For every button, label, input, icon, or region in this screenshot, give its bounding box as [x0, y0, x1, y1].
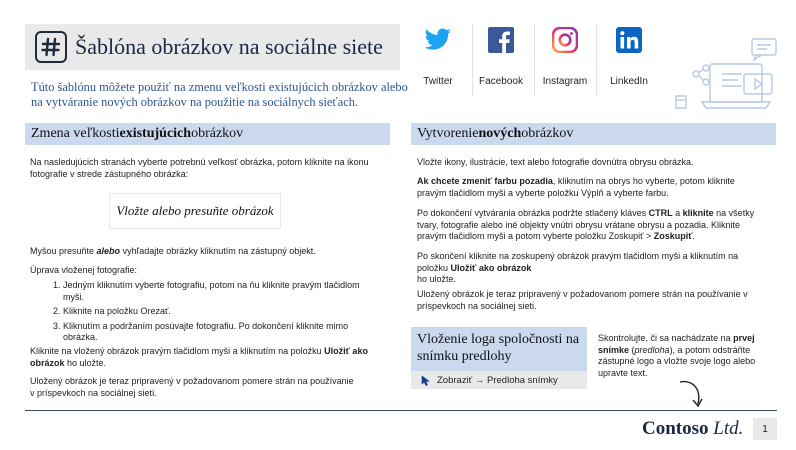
list-item: 1. Jedným kliknutím vyberte fotografiu, potom na ňu kliknite pravým tlačidlom myši.: [63, 280, 369, 303]
facebook-icon: [487, 26, 515, 54]
left-paragraph-3: Úprava vloženej fotografie:: [30, 265, 138, 275]
linkedin-icon: [615, 26, 643, 54]
page-title: Šablóna obrázkov na sociálne siete: [75, 34, 383, 59]
steps-list: [49, 280, 369, 347]
right-paragraph-4: Po skončení kliknite na zoskupený obrázok pravým tlačidlom myši a kliknutím na položku Uložiť ako obrázok ho uložte.: [417, 251, 739, 285]
laptop-illustration-icon: [672, 34, 782, 124]
right-paragraph-1: Vložte ikony, ilustrácie, text alebo fotografie dovnútra obrysu obrázka.: [417, 157, 694, 167]
cursor-icon: [421, 375, 431, 386]
curved-arrow-icon: [676, 376, 712, 410]
right-paragraph-2: Ak chcete zmeniť farbu pozadia, kliknutím na obrys ho vyberte, potom kliknite pravým tlačidlom myši a vyberte položku Výplň a vyberte farbu.: [417, 176, 735, 198]
brand-logo: Contoso Ltd.: [642, 418, 744, 439]
social-twitter[interactable]: Twitter: [408, 26, 468, 87]
left-paragraph-2: Myšou presuňte alebo vyhľadajte obrázky kliknutím na zástupný objekt.: [30, 246, 316, 256]
right-paragraph-5: Uložený obrázok je teraz pripravený v požadovanom pomere strán na používanie v príspevkoch na sociálnej sieti.: [417, 289, 748, 311]
left-paragraph-5: Uložený obrázok je teraz pripravený v požadovanom pomere strán na používanie v príspevkoch na sociálnej sieti.: [30, 376, 354, 398]
list-item: 3. Kliknutím a podržaním posúvajte fotografiu. Po dokončení kliknite mimo obrázka.: [63, 321, 369, 344]
section-heading-resize: Zmena veľkosti existujúcich obrázkov: [25, 123, 390, 145]
title-box: [25, 24, 400, 70]
section-heading-create: Vytvorenie nových obrázkov: [411, 123, 776, 145]
social-facebook[interactable]: Facebook: [471, 26, 531, 87]
left-paragraph-4: Kliknite na vložený obrázok pravým tlačidlom myši a kliknutím na položku Uložiť ako obrázok ho uložte.: [30, 346, 368, 368]
page-number: 1: [753, 418, 777, 440]
hashtag-icon: [35, 31, 67, 63]
list-item: 2. Kliknite na položku Orezať.: [63, 306, 369, 318]
menu-path[interactable]: Zobraziť → Predloha snímky: [411, 371, 587, 389]
image-placeholder[interactable]: Vložte alebo presuňte obrázok: [109, 193, 281, 229]
twitter-icon: [424, 26, 452, 54]
divider: [25, 410, 777, 411]
left-paragraph-1: Na nasledujúcich stranách vyberte potrebnú veľkosť obrázka, potom kliknite na ikonu fotografie v strede zástupného obrázka:: [30, 157, 369, 179]
logo-instructions: Skontrolujte, či sa nachádzate na prvej snímke (predloha), a potom odstráňte zástupné logo a vložte svoje logo alebo upravte text.: [598, 333, 756, 378]
right-paragraph-3: Po dokončení vytvárania obrázka podržte stlačený kláves CTRL a kliknite na všetky tvary, fotografie alebo iné objekty vnútri obrysu vrátane obrysu a pozadia. Kliknite pravým tlačidlom myši a potom vyberte položku Zoskupiť > Zoskupiť.: [417, 208, 755, 242]
instagram-icon: [551, 26, 579, 54]
divider: [596, 24, 597, 96]
subtitle: Túto šablónu môžete použiť na zmenu veľkosti existujúcich obrázkov alebo na vytváranie nových obrázkov na použitie na sociálnych sieťach.: [31, 80, 408, 109]
social-instagram[interactable]: Instagram: [535, 26, 595, 87]
logo-section-heading: Vloženie loga spoločnosti na snímku predlohy: [411, 327, 587, 371]
social-linkedin[interactable]: LinkedIn: [599, 26, 659, 87]
